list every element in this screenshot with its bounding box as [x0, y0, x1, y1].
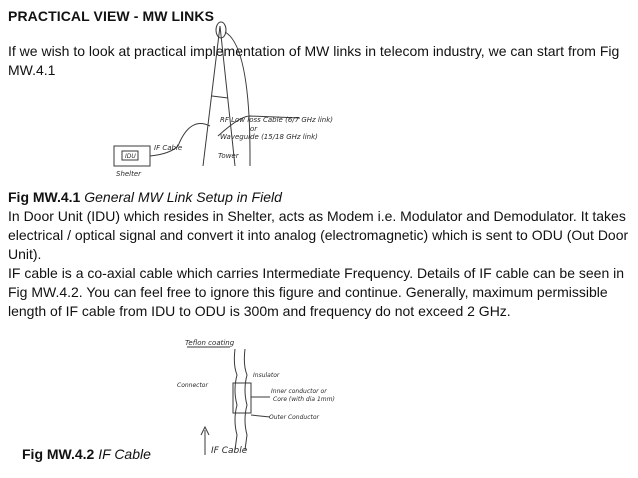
connector-label: Connector [177, 382, 208, 389]
shelter-label: Shelter [116, 170, 142, 178]
outer-conductor-label: Outer Conductor [269, 414, 320, 421]
if-cable-fig2-label: IF Cable [211, 446, 248, 456]
if-cable-label: IF Cable [154, 144, 183, 152]
idu-box [114, 146, 150, 166]
body-block [8, 188, 636, 321]
fig1-caption-label: Fig MW.4.1 [8, 189, 81, 205]
idu-paragraph: In Door Unit (IDU) which resides in Shelter, acts as Modem i.e. Modulator and Demodulator. It takes electrical / optical signal and convert it into analog (electromagnetic) which is sent to ODU (Out Door Unit). [8, 208, 629, 262]
slide-title: PRACTICAL VIEW - MW LINKS [8, 8, 215, 24]
fig1-caption-title: General MW Link Setup in Field [84, 189, 282, 205]
teflon-label: Teflon coating [185, 339, 235, 347]
tower-label: Tower [218, 152, 239, 160]
or-label: or [250, 125, 258, 133]
fig2-caption-label: Fig MW.4.2 [22, 446, 95, 462]
rf-cable-label: RF Low loss Cable (6/7 GHz link) [220, 116, 334, 124]
idu-label: IDU [125, 153, 136, 160]
core-label: Core (with dia 1mm) [273, 396, 335, 403]
insulator-label: Insulator [253, 372, 280, 379]
fig1-caption [8, 188, 636, 207]
intro-text: If we wish to look at practical implementation of MW links in telecom industry, we can start from Fig MW.4.1 [8, 43, 620, 78]
if-cable-paragraph: IF cable is a co-axial cable which carries Intermediate Frequency. Details of IF cable can be seen in Fig MW.4.2. You can feel free to ignore this figure and continue. Generally, maximum permissible length of IF cable from IDU to ODU is 300m and frequency do not exceed 2 GHz. [8, 265, 625, 319]
waveguide-label: Waveguide (15/18 GHz link) [220, 133, 318, 141]
fig2-caption [22, 446, 151, 462]
fig2-caption-title: IF Cable [98, 446, 151, 462]
inner-conductor-label: Inner conductor or [271, 388, 327, 395]
mw-link-setup-sketch [100, 6, 400, 186]
if-cable-sketch [175, 335, 390, 460]
